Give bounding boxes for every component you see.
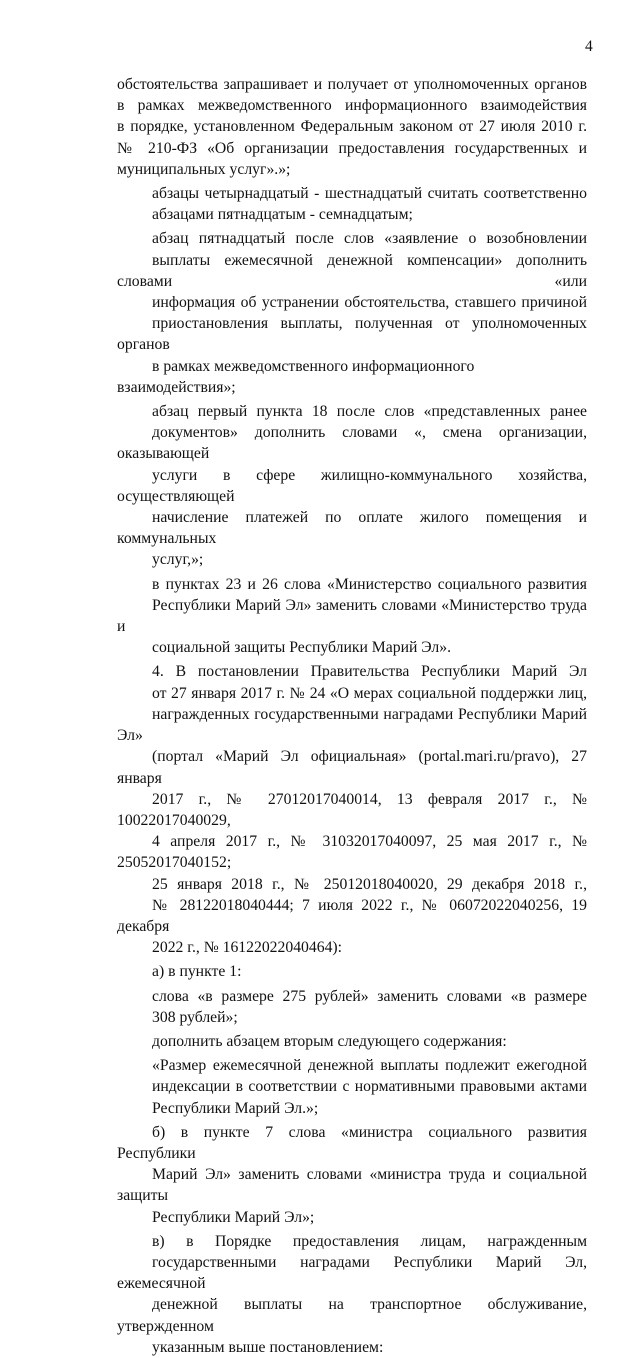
text-line: дополнить абзацем вторым следующего содержания: — [152, 1032, 507, 1050]
text-line: Республики Марий Эл.»; — [152, 1099, 319, 1117]
text-line: выплаты ежемесячной денежной компенсации» дополнить словами «или — [117, 251, 587, 290]
paragraph — [117, 228, 587, 398]
text-line: 2022 г., № 16122022040464): — [152, 939, 343, 957]
text-line: 25 января 2018 г., № 25012018040020, 29 декабря 2018 г., — [152, 875, 587, 893]
paragraph — [117, 1231, 587, 1358]
text-line: 2017 г., № 27012017040014, 13 февраля 2017 г., № 10022017040029, — [117, 790, 587, 829]
paragraph — [117, 1055, 587, 1119]
paragraph — [117, 661, 587, 958]
text-line: приостановления выплаты, полученная от уполномоченных органов — [117, 315, 587, 354]
text-line: социальной защиты Республики Марий Эл». — [152, 639, 452, 657]
paragraph — [117, 574, 587, 659]
paragraph — [117, 401, 587, 571]
text-line: обстоятельства запрашивает и получает от уполномоченных органов — [117, 76, 587, 93]
text-line: (портал «Марий Эл официальная» (portal.mari.ru/pravo), 27 января — [117, 748, 587, 787]
text-line: абзац пятнадцатый после слов «заявление о возобновлении — [152, 230, 587, 248]
text-line: в рамках межведомственного информационного взаимодействия»; — [117, 357, 475, 396]
text-line: № 210-ФЗ «Об организации предоставления государственных и — [117, 139, 587, 157]
paragraph — [117, 986, 587, 1028]
text-line: б) в пункте 7 слова «министра социального развития Республики — [117, 1123, 587, 1162]
text-line: № 28122018040444; 7 июля 2022 г., № 06072022040256, 19 декабря — [117, 896, 587, 935]
text-line: 4 апреля 2017 г., № 31032017040097, 25 мая 2017 г., № 25052017040152; — [117, 833, 587, 872]
document-body — [117, 74, 587, 1358]
text-line: индексации в соответствии с нормативными правовыми актами — [152, 1078, 587, 1096]
text-line: муниципальных услуг».»; — [117, 160, 291, 178]
text-line: государственными наградами Республики Марий Эл, ежемесячной — [117, 1253, 587, 1293]
text-line: в) в Порядке предоставления лицам, награжденным — [152, 1232, 587, 1250]
text-line: награжденных государственными наградами Республики Марий Эл» — [117, 705, 587, 745]
paragraph — [117, 183, 587, 225]
text-line: информация об устранении обстоятельства, ставшего причиной — [152, 294, 587, 312]
text-line: абзацами пятнадцатым - семнадцатым; — [152, 206, 413, 224]
text-line: услуги в сфере жилищно-коммунального хозяйства, осуществляющей — [117, 466, 587, 505]
text-line: в рамках межведомственного информационного взаимодействия — [117, 97, 587, 115]
text-line: в пунктах 23 и 26 слова «Министерство социального развития — [152, 575, 587, 593]
text-line: от 27 января 2017 г. № 24 «О мерах социальной поддержки лиц, — [152, 684, 587, 702]
text-line: Республики Марий Эл»; — [152, 1208, 315, 1226]
text-line: «Размер ежемесячной денежной выплаты подлежит ежегодной — [152, 1057, 587, 1075]
paragraph — [117, 961, 587, 982]
text-line: денежной выплаты на транспортное обслуживание, утвержденном — [117, 1296, 587, 1335]
paragraph — [117, 74, 587, 180]
paragraph — [117, 1031, 587, 1052]
text-line: указанным выше постановлением: — [152, 1338, 384, 1356]
paragraph — [117, 1122, 587, 1228]
text-line: Марий Эл» заменить словами «министра труда и социальной защиты — [117, 1166, 587, 1205]
text-line: в порядке, установленном Федеральным законом от 27 июля 2010 г. — [117, 118, 587, 136]
text-line: абзац первый пункта 18 после слов «представленных ранее — [152, 403, 587, 421]
text-line: 308 рублей»; — [152, 1008, 238, 1026]
text-line: слова «в размере 275 рублей» заменить словами «в размере — [152, 987, 587, 1005]
text-line: начисление платежей по оплате жилого помещения и коммунальных — [117, 509, 587, 548]
text-line: абзацы четырнадцатый - шестнадцатый считать соответственно — [152, 185, 587, 203]
text-line: а) в пункте 1: — [152, 963, 242, 981]
page-number: 4 — [585, 38, 593, 55]
text-line: документов» дополнить словами «, смена организации, оказывающей — [117, 424, 587, 463]
text-line: 4. В постановлении Правительства Республики Марий Эл — [152, 663, 587, 681]
text-line: Республики Марий Эл» заменить словами «Министерство труда и — [117, 596, 587, 636]
text-line: услуг,»; — [152, 551, 204, 569]
